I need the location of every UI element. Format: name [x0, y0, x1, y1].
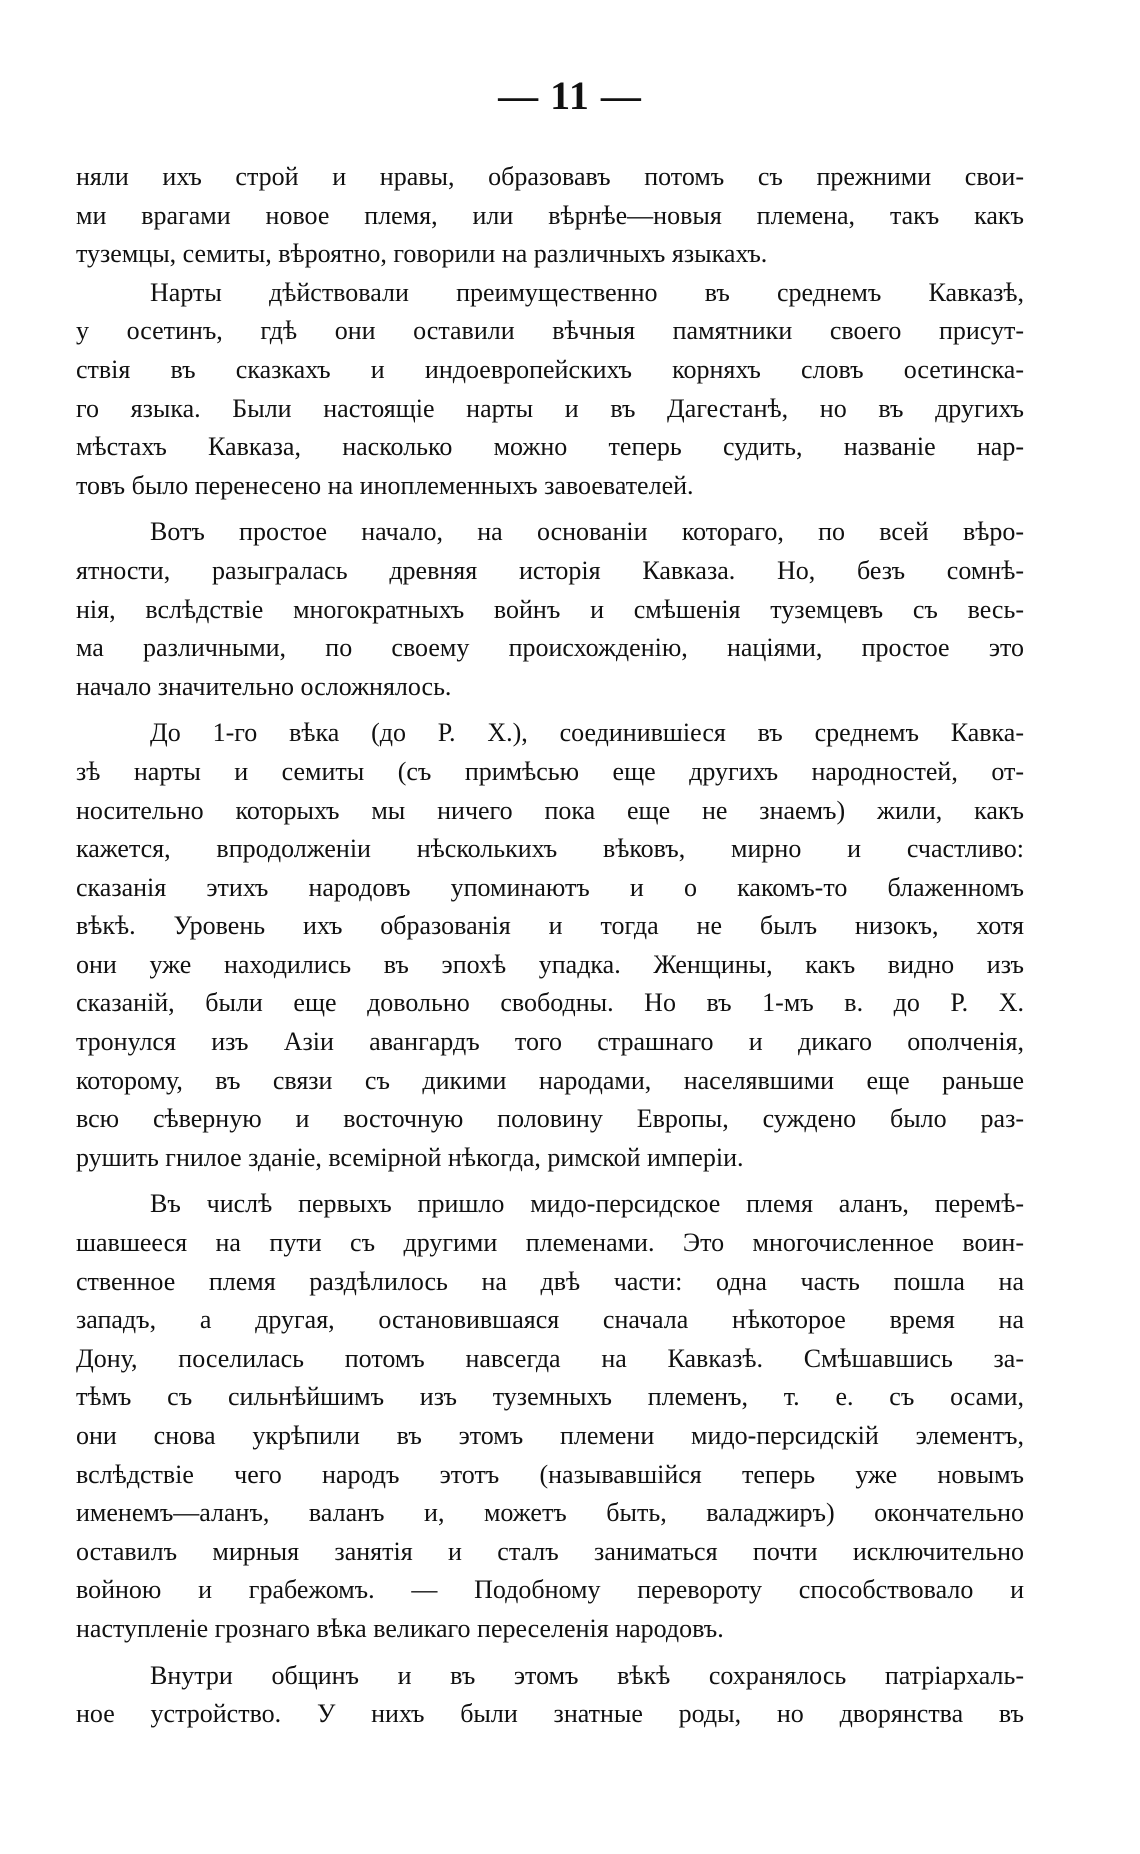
text-line: вслѣдствіе чего народъ этотъ (называвшійся теперь уже новымъ: [76, 1459, 1024, 1489]
text-line: ствія въ сказкахъ и индоевропейскихъ корняхъ словъ осетинска-: [76, 354, 1024, 384]
text-line: всю сѣверную и восточную половину Европы, суждено было раз-: [76, 1104, 1024, 1134]
text-line: носительно которыхъ мы ничего пока еще не знаемъ) жили, какъ: [76, 795, 1024, 825]
text-line: ма различными, по своему происхожденію, націями, простое это: [76, 633, 1024, 663]
text-line: начало значительно осложнялось.: [76, 671, 452, 701]
text-line: западъ, а другая, остановившаяся сначала нѣкоторое время на: [76, 1305, 1024, 1335]
text-line: туземцы, семиты, вѣроятно, говорили на различныхъ языкахъ.: [76, 239, 768, 269]
text-line: ное устройство. У нихъ были знатные роды, но дворянства въ: [76, 1699, 1024, 1729]
text-line: сказанія этихъ народовъ упоминаютъ и о какомъ-то блаженномъ: [76, 872, 1024, 902]
paragraph-gap: [76, 1649, 1024, 1657]
text-line: кажется, впродолженіи нѣсколькихъ вѣковъ, мирно и счастливо:: [76, 834, 1024, 864]
text-line: наступленіе грознаго вѣка великаго переселенія народовъ.: [76, 1613, 724, 1643]
text-line: шавшееся на пути съ другими племенами. Это многочисленное воин-: [76, 1228, 1024, 1258]
paragraph-gap: [76, 505, 1024, 513]
text-line: они уже находились въ эпохѣ упадка. Женщины, какъ видно изъ: [76, 949, 1024, 979]
text-line: мѣстахъ Кавказа, насколько можно теперь судить, названіе нар-: [76, 432, 1024, 462]
text-line: Въ числѣ первыхъ пришло мидо-персидское племя аланъ, перемѣ-: [150, 1189, 1024, 1219]
text-line: Дону, поселилась потомъ навсегда на Кавказѣ. Смѣшавшись за-: [76, 1343, 1024, 1373]
text-line: вѣкѣ. Уровень ихъ образованія и тогда не былъ низокъ, хотя: [76, 911, 1024, 941]
text-line: го языка. Были настоящіе нарты и въ Дагестанѣ, но въ другихъ: [76, 393, 1024, 423]
text-line: рушить гнилое зданіе, всемірной нѣкогда, римской имперіи.: [76, 1142, 744, 1172]
text-line: которому, въ связи съ дикими народами, населявшими еще раньше: [76, 1065, 1024, 1095]
text-line: ми врагами новое племя, или вѣрнѣе—новыя племена, такъ какъ: [76, 200, 1024, 230]
text-line: они снова укрѣпили въ этомъ племени мидо-персидскій элементъ,: [76, 1421, 1024, 1450]
text-line: нія, вслѣдствіе многократныхъ войнъ и смѣшенія туземцевъ съ весь-: [76, 594, 1024, 624]
text-line: няли ихъ строй и нравы, образовавъ потомъ съ прежними свои-: [76, 162, 1024, 191]
paragraph-gap: [76, 1177, 1024, 1185]
text-line: тѣмъ съ сильнѣйшимъ изъ туземныхъ племенъ, т. е. съ осами,: [76, 1382, 1024, 1412]
text-line: зѣ нарты и семиты (съ примѣсью еще другихъ народностей, от-: [76, 756, 1024, 786]
page-number: — 11 —: [498, 73, 642, 118]
text-line: Внутри общинъ и въ этомъ вѣкѣ сохранялось патріархаль-: [150, 1660, 1024, 1690]
text-line: ственное племя раздѣлилось на двѣ части: одна часть пошла на: [76, 1266, 1024, 1296]
paragraph-gap: [76, 706, 1024, 714]
text-line: Нарты дѣйствовали преимущественно въ среднемъ Кавказѣ,: [150, 277, 1024, 307]
text-line: ятности, разыгралась древняя исторія Кавказа. Но, безъ сомнѣ-: [76, 555, 1024, 585]
text-line: именемъ—аланъ, валанъ и, можетъ быть, валаджиръ) окончательно: [76, 1498, 1024, 1528]
text-line: товъ было перенесено на иноплеменныхъ завоевателей.: [76, 470, 694, 500]
text-line: тронулся изъ Азіи авангардъ того страшнаго и дикаго ополченія,: [76, 1027, 1024, 1057]
text-line: До 1-го вѣка (до Р. Х.), соединившіеся въ среднемъ Кавка-: [150, 718, 1024, 748]
text-line: у осетинъ, гдѣ они оставили вѣчныя памятники своего присут-: [76, 316, 1024, 346]
text-line: оставилъ мирныя занятія и сталъ заниматься почти исключительно: [76, 1536, 1024, 1566]
text-line: Вотъ простое начало, на основаніи котораго, по всей вѣро-: [150, 517, 1024, 547]
text-line: сказаній, были еще довольно свободны. Но въ 1-мъ в. до Р. Х.: [76, 988, 1024, 1018]
text-line: войною и грабежомъ. — Подобному перевороту способствовало и: [76, 1575, 1024, 1605]
body-text: [76, 158, 1024, 1734]
